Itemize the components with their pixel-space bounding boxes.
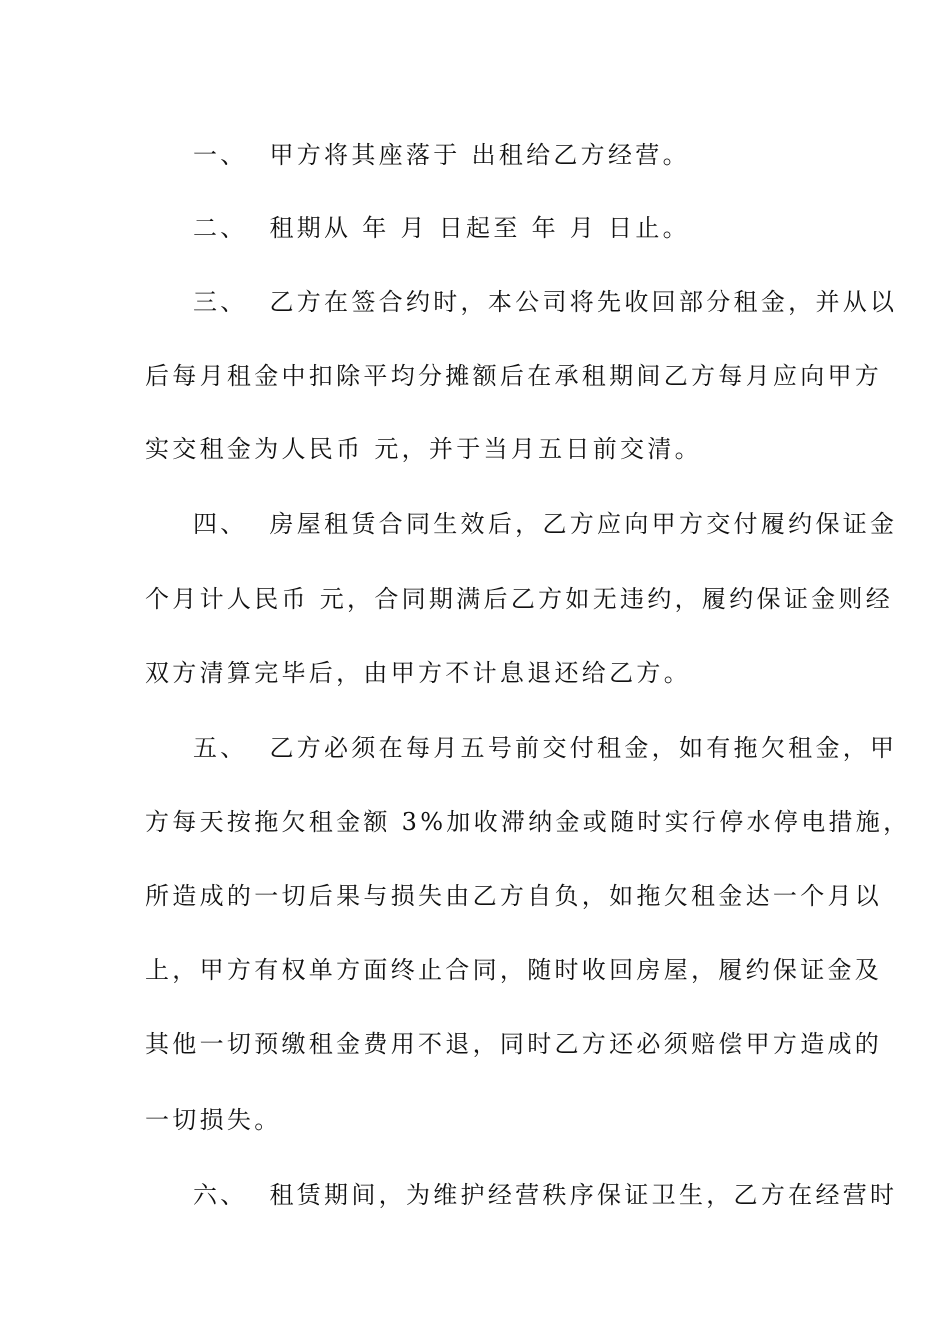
clause-5-line-2: 方每天按拖欠租金额 3%加收滞纳金或随时实行停水停电措施， xyxy=(145,808,911,836)
clause-6-line-1: 六、 租赁期间，为维护经营秩序保证卫生，乙方在经营时 xyxy=(193,1181,898,1209)
clause-5-line-1: 五、 乙方必须在每月五号前交付租金，如有拖欠租金，甲 xyxy=(193,734,898,762)
clause-5-line-6: 一切损失。 xyxy=(145,1106,282,1134)
clause-5-line-4: 上，甲方有权单方面终止合同，随时收回房屋，履约保证金及 xyxy=(145,956,883,984)
clause-3-line-2: 后每月租金中扣除平均分摊额后在承租期间乙方每月应向甲方 xyxy=(145,362,883,390)
clause-1-line-1: 一、 甲方将其座落于 出租给乙方经营。 xyxy=(193,141,690,169)
clause-4-line-2: 个月计人民币 元，合同期满后乙方如无违约，履约保证金则经 xyxy=(145,585,894,613)
clause-3-line-1: 三、 乙方在签合约时，本公司将先收回部分租金，并从以 xyxy=(193,288,898,316)
clause-4-line-1: 四、 房屋租赁合同生效后，乙方应向甲方交付履约保证金 xyxy=(193,510,898,538)
clause-5-line-5: 其他一切预缴租金费用不退，同时乙方还必须赔偿甲方造成的 xyxy=(145,1030,883,1058)
clause-4-line-3: 双方清算完毕后，由甲方不计息退还给乙方。 xyxy=(145,659,691,687)
clause-2-line-1: 二、 租期从 年 月 日起至 年 月 日止。 xyxy=(193,214,690,242)
clause-3-line-3: 实交租金为人民币 元，并于当月五日前交清。 xyxy=(145,435,702,463)
clause-5-line-3: 所造成的一切后果与损失由乙方自负，如拖欠租金达一个月以 xyxy=(145,882,883,910)
